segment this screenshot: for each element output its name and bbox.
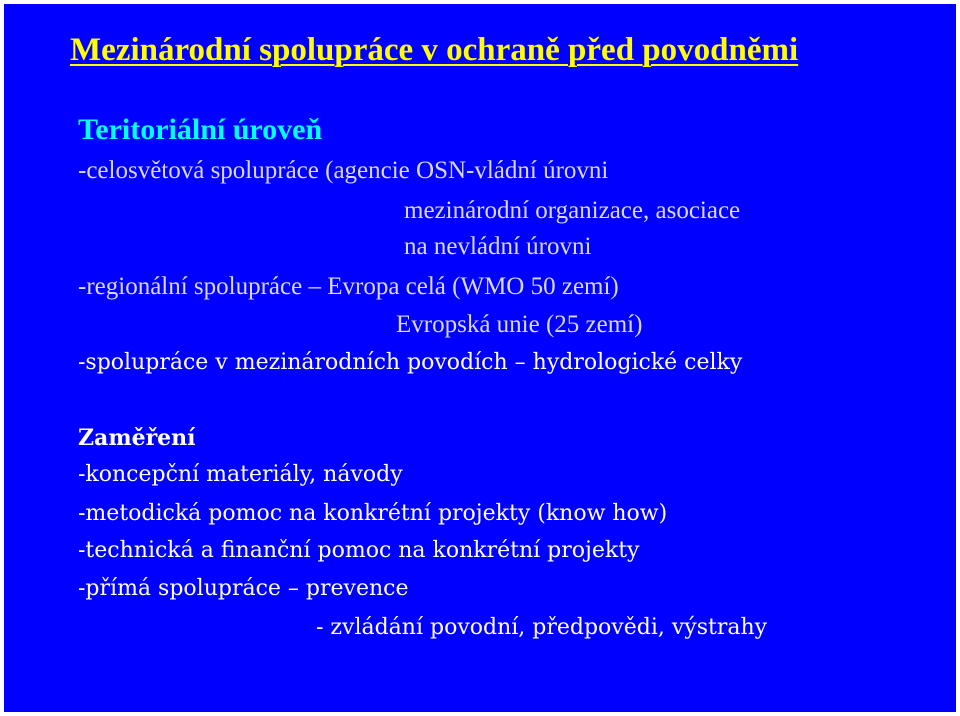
text-line: mezinárodní organizace, asociace bbox=[404, 197, 741, 224]
slide bbox=[4, 4, 956, 712]
text-line: na nevládní úrovni bbox=[404, 233, 592, 260]
text-line: - zvládání povodní, předpovědi, výstrahy bbox=[316, 615, 768, 640]
text-line: -koncepční materiály, návody bbox=[78, 462, 403, 487]
section-heading-focus: Zaměření bbox=[78, 425, 196, 451]
section-heading-territorial: Teritoriální úroveň bbox=[78, 113, 323, 146]
text-line: -metodická pomoc na konkrétní projekty (know how) bbox=[78, 501, 668, 526]
text-line: -celosvětová spolupráce (agencie OSN-vládní úrovni bbox=[78, 157, 609, 184]
text-line: Evropská unie (25 zemí) bbox=[396, 311, 643, 338]
text-line: -technická a finanční pomoc na konkrétní projekty bbox=[78, 538, 640, 563]
slide-title: Mezinárodní spolupráce v ochraně před povodněmi bbox=[70, 32, 799, 68]
text-line: -přímá spolupráce – prevence bbox=[78, 576, 409, 601]
text-line: -spolupráce v mezinárodních povodích – hydrologické celky bbox=[78, 350, 743, 375]
text-line: -regionální spolupráce – Evropa celá (WMO 50 zemí) bbox=[78, 273, 619, 300]
